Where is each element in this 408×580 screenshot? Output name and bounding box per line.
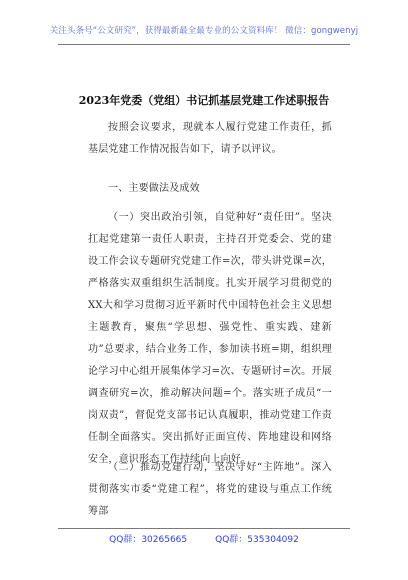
header-divider: [58, 44, 350, 45]
page-header: 关注头条号“公文研究”，获得最新最全最专业的公文资料库！ 微信：gongwenyj: [49, 26, 359, 36]
footer-qq-group-1: QQ群：30265665: [109, 535, 188, 545]
section-heading: 一、主要做法及成效: [108, 183, 200, 194]
body-paragraph-2: （二）推动党建行动，坚决守好“主阵地”。深入贯彻落实市委“党建工程”，将党的建设与重点工作统筹部: [88, 462, 332, 517]
page-footer: [0, 532, 408, 545]
footer-divider: [58, 528, 350, 529]
document-title: 2023年党委（党组）书记抓基层党建工作述职报告: [78, 94, 330, 107]
body-paragraph-1: （一）突出政治引领，自觉种好“责任田”。坚决扛起党建第一责任人职责，主持召开党委会、党的建设工作会议专题研究党建工作=次，带头讲党课=次，严格落实双重组织生活制度。扎实开展学习贯彻党的XX大和学习贯彻习近平新时代中国特色社会主义思想主题教育，聚焦“学思想、强党性、重实践、建新功”总要求，结合业务工作，参加读书班=期，组织理论学习中心组开展集体学习=次、专题研讨=次。开展调查研究=次，推动解决问题=个。落实班子成员“一岗双责”，督促党支部书记认真履职，推动党建工作责任制全面落实。突出抓好正面宣传、阵地建设和网络安全，意识形态工作持续向上向好。: [88, 212, 332, 465]
intro-paragraph: 按照会议要求，现就本人履行党建工作责任，抓基层党建工作情况报告如下，请予以评议。: [88, 122, 332, 155]
footer-qq-group-2: QQ群：535304092: [215, 535, 299, 545]
